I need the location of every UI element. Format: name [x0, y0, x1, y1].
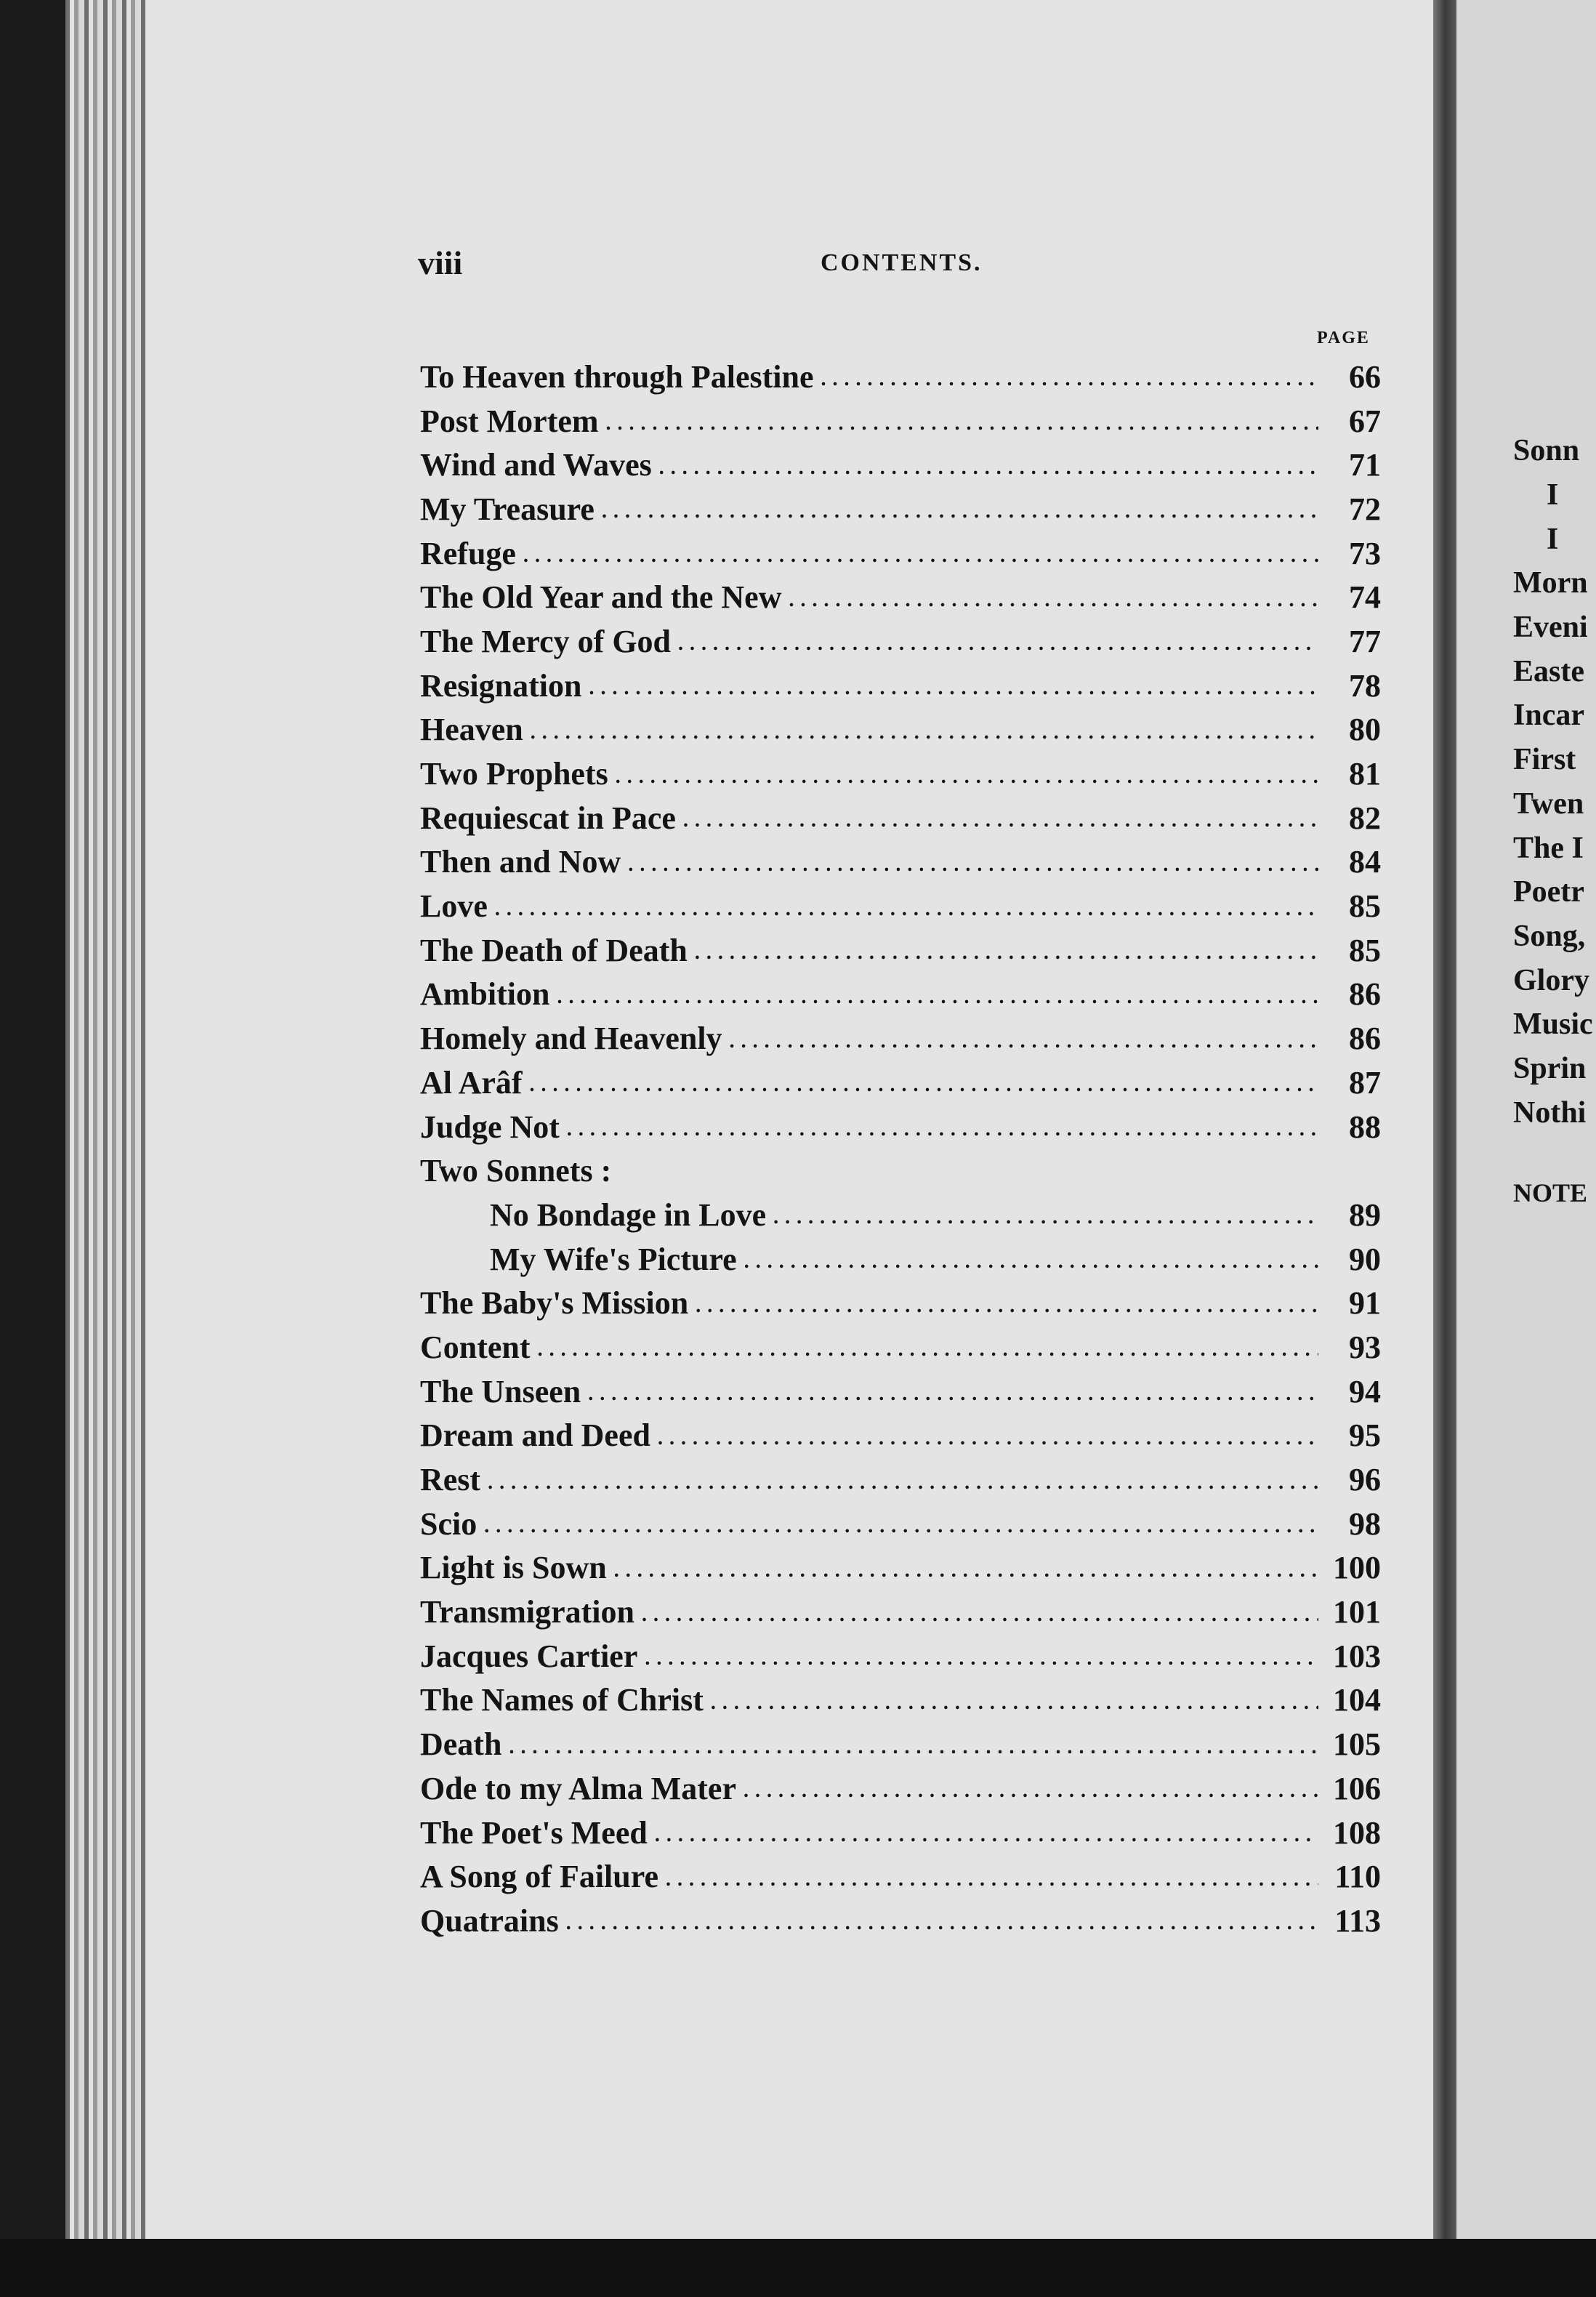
entry-title: The Names of Christ: [420, 1682, 704, 1718]
toc-entry: [420, 708, 1381, 752]
dot-leader: [509, 1729, 1318, 1761]
facing-page-fragment: Eveni: [1513, 611, 1588, 645]
entry-page-number: 80: [1349, 712, 1381, 748]
page-column-label: PAGE: [1317, 329, 1370, 347]
facing-page-fragment: I: [1547, 478, 1559, 512]
toc-entry: [420, 1016, 1381, 1061]
entry-title: A Song of Failure: [420, 1859, 659, 1895]
dot-leader: [566, 1904, 1318, 1936]
entry-page-number: 85: [1349, 888, 1381, 925]
entry-title: Ode to my Alma Mater: [420, 1770, 736, 1806]
page-edges: [65, 0, 153, 2239]
entry-page-number: 71: [1349, 447, 1381, 483]
entry-title: Death: [420, 1726, 502, 1763]
entry-title: Scio: [420, 1505, 477, 1542]
dot-leader: [730, 1023, 1318, 1055]
toc-entry: [420, 1105, 1381, 1149]
folio-number: viii: [418, 244, 463, 281]
entry-title: My Wife's Picture: [490, 1241, 737, 1277]
entry-title: The Mercy of God: [420, 623, 672, 659]
facing-page-fragment: Poetr: [1513, 875, 1584, 909]
dot-leader: [628, 846, 1318, 878]
toc-entry: [420, 1634, 1381, 1678]
dot-leader: [557, 978, 1318, 1010]
entry-title: Two Sonnets :: [420, 1153, 612, 1189]
facing-page-fragment: Sprin: [1513, 1051, 1587, 1085]
entry-page-number: 66: [1349, 358, 1381, 395]
entry-page-number: 86: [1349, 976, 1381, 1013]
toc-entry: [420, 884, 1381, 928]
dot-leader: [683, 802, 1318, 834]
entry-page-number: 108: [1333, 1814, 1381, 1851]
entry-page-number: 98: [1349, 1505, 1381, 1542]
entry-page-number: 82: [1349, 800, 1381, 836]
dot-leader: [488, 1464, 1318, 1496]
entry-title: The Old Year and the New: [420, 579, 782, 616]
toc-entry: [420, 1678, 1381, 1723]
entry-title: The Death of Death: [420, 932, 688, 968]
entry-title: Ambition: [420, 976, 550, 1013]
toc-entry: [420, 399, 1381, 443]
dot-leader: [678, 625, 1318, 657]
dot-leader: [773, 1199, 1318, 1231]
dot-leader: [606, 405, 1318, 437]
entry-page-number: 104: [1333, 1682, 1381, 1718]
toc-entry: [420, 1325, 1381, 1369]
entry-title: Al Arâf: [420, 1064, 523, 1101]
entry-page-number: 96: [1349, 1462, 1381, 1498]
entry-title: The Poet's Meed: [420, 1814, 648, 1851]
facing-page-fragment: Sonn: [1513, 434, 1580, 468]
entry-title: Requiescat in Pace: [420, 800, 676, 836]
entry-title: Then and Now: [420, 844, 621, 880]
dot-leader: [589, 669, 1318, 701]
toc-entry: [420, 1546, 1381, 1590]
facing-page-fragment: Song,: [1513, 919, 1586, 953]
entry-page-number: 89: [1349, 1196, 1381, 1233]
facing-page-fragment: The I: [1513, 831, 1584, 865]
toc-entry: [420, 1811, 1381, 1855]
toc-entry: [420, 796, 1381, 840]
dot-leader: [588, 1375, 1318, 1407]
toc-entry: [420, 1899, 1381, 1943]
dot-leader: [695, 934, 1318, 966]
entry-page-number: 67: [1349, 403, 1381, 439]
entry-page-number: 91: [1349, 1285, 1381, 1322]
toc-entry: [420, 1766, 1381, 1811]
running-head: CONTENTS.: [821, 249, 983, 276]
facing-page-fragment: Twen: [1513, 787, 1584, 821]
dot-leader: [538, 1331, 1318, 1363]
entry-title: Post Mortem: [420, 403, 599, 439]
entry-title: To Heaven through Palestine: [420, 358, 814, 395]
toc-entry: [420, 1590, 1381, 1634]
toc-entry: [420, 1369, 1381, 1414]
entry-page-number: 87: [1349, 1064, 1381, 1101]
entry-title: Love: [420, 888, 488, 925]
dot-leader: [642, 1596, 1318, 1628]
dot-leader: [531, 714, 1318, 746]
entry-page-number: 86: [1349, 1021, 1381, 1057]
facing-page-fragment: I: [1547, 522, 1559, 556]
dot-leader: [789, 582, 1318, 614]
toc-entry: [420, 487, 1381, 531]
entry-title: Heaven: [420, 712, 523, 748]
dot-leader: [484, 1508, 1318, 1540]
facing-page-fragment: Incar: [1513, 699, 1584, 733]
entry-page-number: 78: [1349, 667, 1381, 704]
dot-leader: [666, 1861, 1318, 1893]
book-gutter: [1433, 0, 1456, 2239]
entry-page-number: 93: [1349, 1329, 1381, 1365]
facing-page-fragment: Morn: [1513, 566, 1588, 600]
entry-title: Two Prophets: [420, 756, 608, 792]
dot-leader: [645, 1640, 1318, 1672]
entry-page-number: 85: [1349, 932, 1381, 968]
toc-entry: [420, 575, 1381, 619]
entry-page-number: 74: [1349, 579, 1381, 616]
toc-entry: [420, 1148, 1381, 1193]
dot-leader: [530, 1066, 1318, 1098]
dot-leader: [616, 758, 1318, 790]
facing-page-fragment: Nothi: [1513, 1095, 1587, 1130]
toc-entry: [420, 531, 1381, 576]
entry-page-number: 95: [1349, 1417, 1381, 1454]
entry-page-number: 113: [1334, 1902, 1381, 1939]
page-header: [418, 244, 1385, 287]
toc-entry: [420, 1457, 1381, 1502]
toc-entry: [420, 1414, 1381, 1458]
dot-leader: [821, 361, 1319, 393]
toc-entry: [420, 1237, 1381, 1282]
contents-list: [420, 355, 1381, 1943]
entry-title: Resignation: [420, 667, 582, 704]
dot-leader: [602, 493, 1318, 525]
entry-title: Quatrains: [420, 1902, 559, 1939]
entry-title: Homely and Heavenly: [420, 1021, 722, 1057]
toc-entry: [420, 619, 1381, 664]
entry-title: Judge Not: [420, 1109, 560, 1145]
toc-entry: [420, 664, 1381, 708]
dot-leader: [523, 537, 1318, 569]
facing-page-text: [1513, 429, 1596, 1215]
facing-page-fragment: Glory: [1513, 963, 1589, 997]
dot-leader: [696, 1287, 1318, 1319]
entry-title: Light is Sown: [420, 1550, 607, 1586]
entry-page-number: 105: [1333, 1726, 1381, 1763]
toc-entry: [420, 1281, 1381, 1325]
toc-entry: [420, 1722, 1381, 1766]
dot-leader: [614, 1552, 1318, 1584]
entry-page-number: 94: [1349, 1373, 1381, 1409]
entry-page-number: 90: [1349, 1241, 1381, 1277]
toc-entry: [420, 840, 1381, 885]
dot-leader: [495, 890, 1318, 922]
entry-title: Rest: [420, 1462, 481, 1498]
entry-title: The Unseen: [420, 1373, 581, 1409]
entry-page-number: 73: [1349, 535, 1381, 571]
facing-page-fragment: NOTE: [1513, 1178, 1588, 1208]
toc-entry: [420, 443, 1381, 487]
scan-border: [0, 2239, 1596, 2297]
entry-page-number: 100: [1333, 1550, 1381, 1586]
toc-entry: [420, 752, 1381, 796]
dot-leader: [659, 449, 1318, 481]
entry-title: Dream and Deed: [420, 1417, 650, 1454]
entry-page-number: 84: [1349, 844, 1381, 880]
entry-page-number: 110: [1334, 1859, 1381, 1895]
entry-title: The Baby's Mission: [420, 1285, 689, 1322]
dot-leader: [658, 1420, 1318, 1452]
entry-title: My Treasure: [420, 491, 595, 527]
toc-entry: [420, 1061, 1381, 1105]
dot-leader: [744, 1243, 1318, 1275]
facing-page: [1456, 0, 1596, 2239]
dot-leader: [655, 1817, 1318, 1849]
entry-page-number: 106: [1333, 1770, 1381, 1806]
entry-title: Jacques Cartier: [420, 1638, 638, 1674]
facing-page-fragment: Easte: [1513, 654, 1584, 688]
entry-page-number: 72: [1349, 491, 1381, 527]
entry-title: Content: [420, 1329, 531, 1365]
entry-title: Refuge: [420, 535, 516, 571]
toc-entry: [420, 973, 1381, 1017]
entry-title: No Bondage in Love: [490, 1196, 767, 1233]
toc-entry: [420, 928, 1381, 973]
entry-page-number: 77: [1349, 623, 1381, 659]
toc-entry: [420, 1854, 1381, 1899]
facing-page-fragment: First: [1513, 743, 1576, 777]
entry-page-number: 88: [1349, 1109, 1381, 1145]
toc-entry: [420, 1502, 1381, 1546]
dot-leader: [711, 1684, 1318, 1716]
entry-page-number: 101: [1333, 1594, 1381, 1630]
toc-entry: [420, 355, 1381, 399]
dot-leader: [743, 1772, 1318, 1804]
entry-page-number: 103: [1333, 1638, 1381, 1674]
facing-page-fragment: Music: [1513, 1007, 1593, 1042]
entry-title: Wind and Waves: [420, 447, 652, 483]
dot-leader: [567, 1111, 1318, 1143]
entry-title: Transmigration: [420, 1594, 634, 1630]
entry-page-number: 81: [1349, 756, 1381, 792]
toc-entry: [420, 1193, 1381, 1237]
